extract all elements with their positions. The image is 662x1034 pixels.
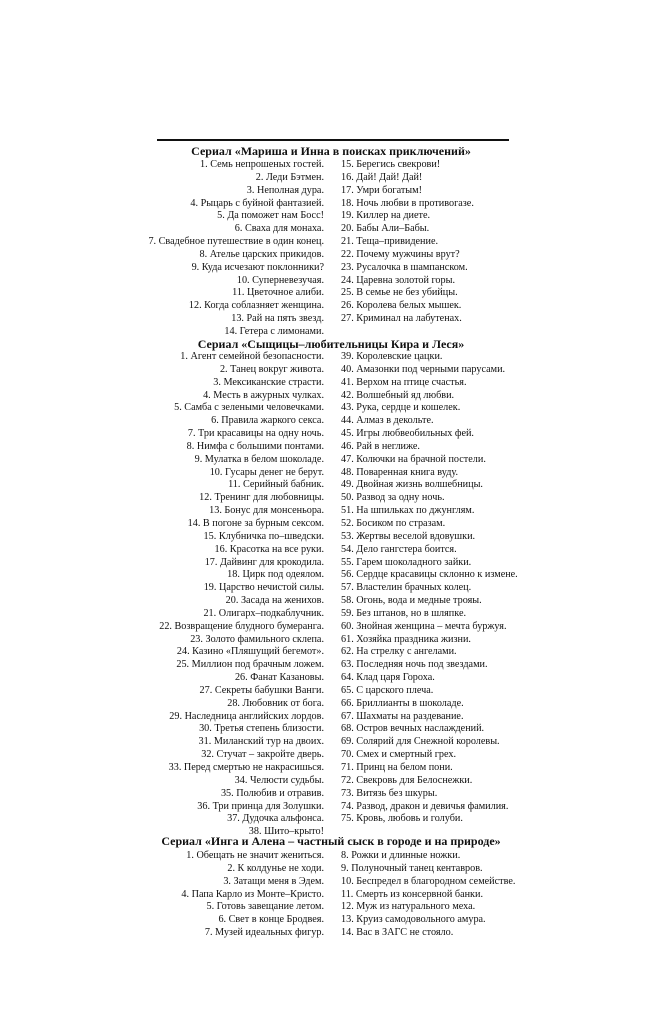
book-title-item: 58. Огонь, вода и медные трояы. bbox=[341, 595, 482, 607]
book-title-item: 10. Суперневезучая. bbox=[236, 274, 324, 286]
book-title-item: 54. Дело гангстера боится. bbox=[341, 543, 457, 555]
book-title-item: 2. Леди Бэтмен. bbox=[255, 171, 324, 183]
book-title-item: 47. Колючки на брачной постели. bbox=[341, 453, 486, 465]
series-title: Сериал «Сыщицы–любительницы Кира и Леся» bbox=[197, 337, 465, 351]
book-title-item: 8. Рожки и длинные ножки. bbox=[341, 850, 461, 861]
book-list-left bbox=[148, 159, 324, 339]
book-list-right bbox=[341, 850, 515, 940]
book-title-item: 14. Гетера с лимонами. bbox=[224, 325, 324, 337]
book-title-item: 10. Гусары денег не берут. bbox=[209, 466, 324, 478]
book-title-item: 11. Цветочное алиби. bbox=[232, 287, 324, 299]
book-title-item: 9. Полуночный танец кентавров. bbox=[341, 862, 483, 874]
book-title-item: 43. Рука, сердце и кошелек. bbox=[341, 402, 461, 414]
book-title-item: 48. Поваренная книга вуду. bbox=[341, 466, 459, 478]
book-title-item: 51. На шпильках по джунглям. bbox=[341, 505, 475, 517]
book-title-item: 7. Три красавицы на одну ночь. bbox=[187, 428, 324, 440]
book-title-item: 73. Витязь без шкуры. bbox=[341, 787, 438, 799]
book-title-item: 65. С царского плеча. bbox=[341, 684, 434, 696]
book-title-item: 26. Фанат Казановы. bbox=[234, 672, 324, 684]
book-title-item: 5. Готовь завещание летом. bbox=[206, 901, 324, 913]
book-title-item: 2. Танец вокруг живота. bbox=[219, 363, 324, 375]
book-title-item: 42. Волшебный яд любви. bbox=[341, 389, 455, 401]
book-title-item: 11. Смерть из консервной банки. bbox=[341, 888, 483, 900]
book-title-item: 4. Месть в ажурных чулках. bbox=[203, 389, 324, 401]
book-title-item: 69. Солярий для Снежной королевы. bbox=[341, 736, 500, 748]
book-title-item: 3. Затащи меня в Эдем. bbox=[223, 875, 324, 887]
book-title-item: 18. Ночь любви в противогазе. bbox=[341, 197, 474, 209]
book-list-right bbox=[341, 351, 518, 826]
book-title-item: 13. Бонус для монсеньора. bbox=[209, 505, 324, 517]
book-title-item: 60. Знойная женщина – мечта буржуя. bbox=[341, 620, 507, 632]
book-title-item: 24. Царевна золотой горы. bbox=[341, 274, 455, 286]
book-title-item: 1. Семь непрошеных гостей. bbox=[200, 159, 324, 170]
book-title-item: 22. Возвращение блудного бумеранга. bbox=[159, 620, 324, 632]
book-title-item: 20. Засада на женихов. bbox=[225, 595, 324, 607]
book-title-item: 36. Три принца для Золушки. bbox=[197, 800, 324, 812]
book-title-item: 50. Развод за одну ночь. bbox=[341, 492, 445, 504]
book-title-item: 21. Теща–привидение. bbox=[341, 236, 439, 248]
book-title-item: 45. Игры любвеобильных фей. bbox=[341, 428, 474, 440]
book-title-item: 9. Куда исчезают поклонники? bbox=[191, 261, 324, 273]
book-title-item: 27. Секреты бабушки Ванги. bbox=[199, 684, 324, 696]
top-rule bbox=[157, 139, 509, 141]
book-title-item: 12. Тренинг для любовницы. bbox=[199, 492, 324, 504]
book-title-item: 10. Беспредел в благородном семействе. bbox=[341, 875, 516, 887]
book-title-item: 67. Шахматы на раздевание. bbox=[341, 710, 464, 722]
book-title-item: 16. Дай! Дай! Дай! bbox=[341, 171, 423, 183]
book-title-item: 23. Русалочка в шампанском. bbox=[341, 261, 468, 273]
book-title-item: 74. Развод, дракон и девичья фамилия. bbox=[341, 800, 509, 812]
book-title-item: 33. Перед смертью не накрасишься. bbox=[168, 762, 324, 773]
book-title-item: 15. Клубничка по–шведски. bbox=[203, 530, 324, 542]
book-title-item: 30. Третья степень близости. bbox=[199, 723, 324, 735]
book-title-item: 8. Ателье царских прикидов. bbox=[199, 248, 324, 260]
book-title-item: 19. Царство нечистой силы. bbox=[203, 582, 324, 594]
book-title-item: 55. Гарем шоколадного зайки. bbox=[341, 556, 472, 568]
book-title-item: 19. Киллер на диете. bbox=[341, 210, 431, 222]
book-title-item: 26. Королева белых мышек. bbox=[341, 300, 462, 312]
book-title-item: 63. Последняя ночь под звездами. bbox=[341, 659, 488, 671]
book-title-item: 24. Казино «Пляшущий бегемот». bbox=[176, 646, 324, 658]
book-title-item: 34. Челюсти судьбы. bbox=[234, 774, 324, 786]
book-title-item: 25. В семье не без убийцы. bbox=[341, 287, 458, 299]
book-title-item: 72. Свекровь для Белоснежки. bbox=[341, 774, 473, 786]
book-title-item: 41. Верхом на птице счастья. bbox=[341, 376, 467, 388]
book-title-item: 12. Когда соблазняет женщина. bbox=[188, 300, 324, 312]
book-title-item: 68. Остров вечных наслаждений. bbox=[341, 723, 485, 735]
book-title-item: 4. Рыцарь с буйной фантазией. bbox=[190, 197, 324, 209]
book-title-item: 6. Свет в конце Бродвея. bbox=[218, 914, 324, 926]
book-title-item: 9. Мулатка в белом шоколаде. bbox=[194, 453, 324, 465]
book-title-item: 44. Алмаз в декольте. bbox=[341, 415, 434, 427]
book-title-item: 21. Олигарх–подкаблучник. bbox=[203, 607, 324, 619]
book-title-item: 7. Музей идеальных фигур. bbox=[204, 927, 324, 939]
book-title-item: 18. Цирк под одеялом. bbox=[227, 569, 324, 581]
book-title-item: 17. Умри богатым! bbox=[341, 184, 422, 196]
book-title-item: 14. Вас в ЗАГС не стояло. bbox=[341, 927, 454, 939]
book-title-item: 6. Сваха для монаха. bbox=[234, 223, 324, 235]
book-title-item: 13. Рай на пять звезд. bbox=[231, 313, 324, 325]
book-title-item: 27. Криминал на лабутенах. bbox=[341, 313, 462, 325]
book-title-item: 4. Папа Карло из Монте–Кристо. bbox=[181, 888, 324, 900]
book-title-item: 40. Амазонки под черными парусами. bbox=[341, 363, 506, 375]
book-title-item: 6. Правила жаркого секса. bbox=[211, 415, 324, 427]
book-title-item: 3. Мексиканские страсти. bbox=[213, 376, 324, 388]
book-title-item: 71. Принц на белом пони. bbox=[341, 762, 453, 773]
book-title-item: 56. Сердце красавицы склонно к измене. bbox=[341, 569, 518, 581]
book-title-item: 32. Стучат – закройте дверь. bbox=[201, 749, 324, 761]
book-title-item: 46. Рай в неглиже. bbox=[341, 440, 420, 452]
book-title-item: 64. Клад царя Гороха. bbox=[341, 672, 435, 684]
book-title-item: 14. В погоне за бурным сексом. bbox=[187, 517, 324, 529]
book-title-item: 39. Королевские цацки. bbox=[341, 351, 443, 362]
book-title-item: 5. Да поможет нам Босс! bbox=[217, 210, 324, 222]
book-title-item: 2. К колдунье не ходи. bbox=[227, 862, 324, 874]
book-title-item: 70. Смех и смертный грех. bbox=[341, 749, 457, 761]
book-title-item: 5. Самба с зелеными человечками. bbox=[174, 402, 324, 414]
book-title-item: 3. Неполная дура. bbox=[246, 184, 324, 196]
series-title: Сериал «Инга и Алена – частный сыск в городе и на природе» bbox=[161, 834, 501, 848]
book-title-item: 53. Жертвы веселой вдовушки. bbox=[341, 530, 476, 542]
book-title-item: 1. Агент семейной безопасности. bbox=[180, 351, 324, 362]
book-title-item: 15. Берегись свекрови! bbox=[341, 159, 441, 170]
book-title-item: 35. Полюбив и отравив. bbox=[220, 787, 324, 799]
book-title-item: 17. Дайвинг для крокодила. bbox=[204, 556, 324, 568]
book-title-item: 75. Кровь, любовь и голуби. bbox=[341, 813, 463, 825]
book-list-left bbox=[159, 351, 324, 839]
book-list-left bbox=[181, 850, 324, 940]
book-title-item: 12. Муж из натурального меха. bbox=[341, 901, 476, 913]
book-title-item: 23. Золото фамильного склепа. bbox=[190, 633, 324, 645]
book-title-item: 29. Наследница английских лордов. bbox=[169, 710, 324, 722]
book-title-item: 1. Обещать не значит жениться. bbox=[186, 850, 324, 861]
book-title-item: 7. Свадебное путешествие в один конец. bbox=[148, 236, 324, 248]
book-title-item: 8. Нимфа с большими понтами. bbox=[186, 440, 324, 452]
book-title-item: 22. Почему мужчины врут? bbox=[341, 248, 460, 260]
book-title-item: 49. Двойная жизнь волшебницы. bbox=[341, 479, 483, 491]
book-title-item: 52. Босиком по стразам. bbox=[341, 517, 446, 529]
book-title-item: 13. Круиз самодовольного амура. bbox=[341, 914, 486, 926]
book-title-item: 31. Миланский тур на двоих. bbox=[198, 736, 324, 748]
book-title-item: 16. Красотка на все руки. bbox=[214, 543, 324, 555]
book-title-item: 66. Бриллианты в шоколаде. bbox=[341, 697, 464, 709]
book-title-item: 57. Властелин брачных колец. bbox=[341, 582, 472, 594]
book-list-right bbox=[341, 159, 474, 326]
series-title: Сериал «Мариша и Инна в поисках приключений» bbox=[191, 144, 471, 158]
book-title-item: 59. Без штанов, но в шляпке. bbox=[341, 607, 467, 619]
book-title-item: 28. Любовник от бога. bbox=[227, 697, 324, 709]
book-title-item: 37. Дудочка альфонса. bbox=[227, 813, 324, 825]
book-title-item: 20. Бабы Али–Бабы. bbox=[341, 223, 430, 235]
book-title-item: 38. Шито–крыто! bbox=[248, 826, 324, 838]
book-title-item: 61. Хозяйка праздника жизни. bbox=[341, 633, 471, 645]
book-title-item: 11. Серийный бабник. bbox=[228, 479, 324, 491]
book-title-item: 25. Миллион под брачным ложем. bbox=[176, 659, 324, 671]
book-title-item: 62. На стрелку с ангелами. bbox=[341, 646, 457, 658]
